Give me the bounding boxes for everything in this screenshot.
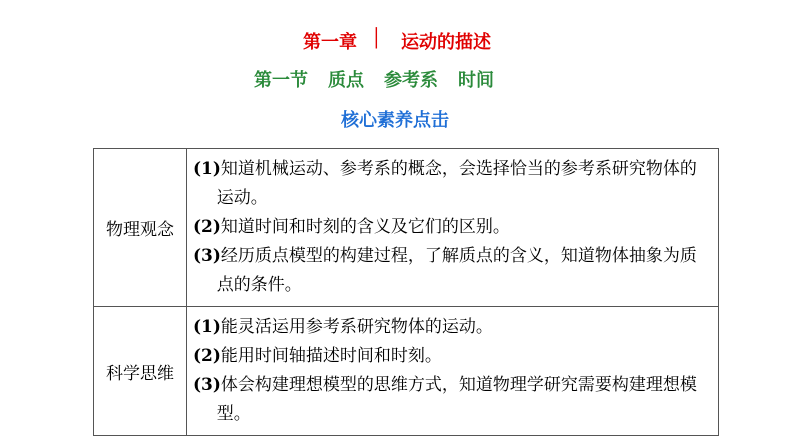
section-heading <box>254 66 514 92</box>
table-row <box>94 307 719 436</box>
list-item: (1)知道机械运动、参考系的概念，会选择恰当的参考系研究物体的运动。 <box>193 159 697 208</box>
row-label: 科学思维 <box>94 307 187 436</box>
chapter-title: 运动的描述 <box>401 32 491 53</box>
table-row <box>94 149 719 307</box>
row-label: 物理观念 <box>94 149 187 307</box>
row-content <box>187 149 719 307</box>
section-topic: 参考系 <box>384 70 438 91</box>
chapter-number: 第一章 <box>303 32 357 53</box>
section-topic: 质点 <box>328 70 364 91</box>
list-item: (3)体会构建理想模型的思维方式，知道物理学研究需要构建理想模型。 <box>193 375 697 424</box>
section-number: 第一节 <box>254 70 308 91</box>
literacy-table <box>93 148 719 436</box>
section-topic: 时间 <box>458 70 494 91</box>
list-item: (3)经历质点模型的构建过程，了解质点的含义，知道物体抽象为质点的条件。 <box>193 246 697 295</box>
row-content <box>187 307 719 436</box>
list-item: (1)能灵活运用参考系研究物体的运动。 <box>193 317 493 337</box>
list-item: (2)能用时间轴描述时间和时刻。 <box>193 346 442 366</box>
chapter-separator: │ <box>371 28 382 49</box>
list-item: (2)知道时间和时刻的含义及它们的区别。 <box>193 217 510 237</box>
core-literacy-title: 核心素养点击 <box>341 110 449 131</box>
